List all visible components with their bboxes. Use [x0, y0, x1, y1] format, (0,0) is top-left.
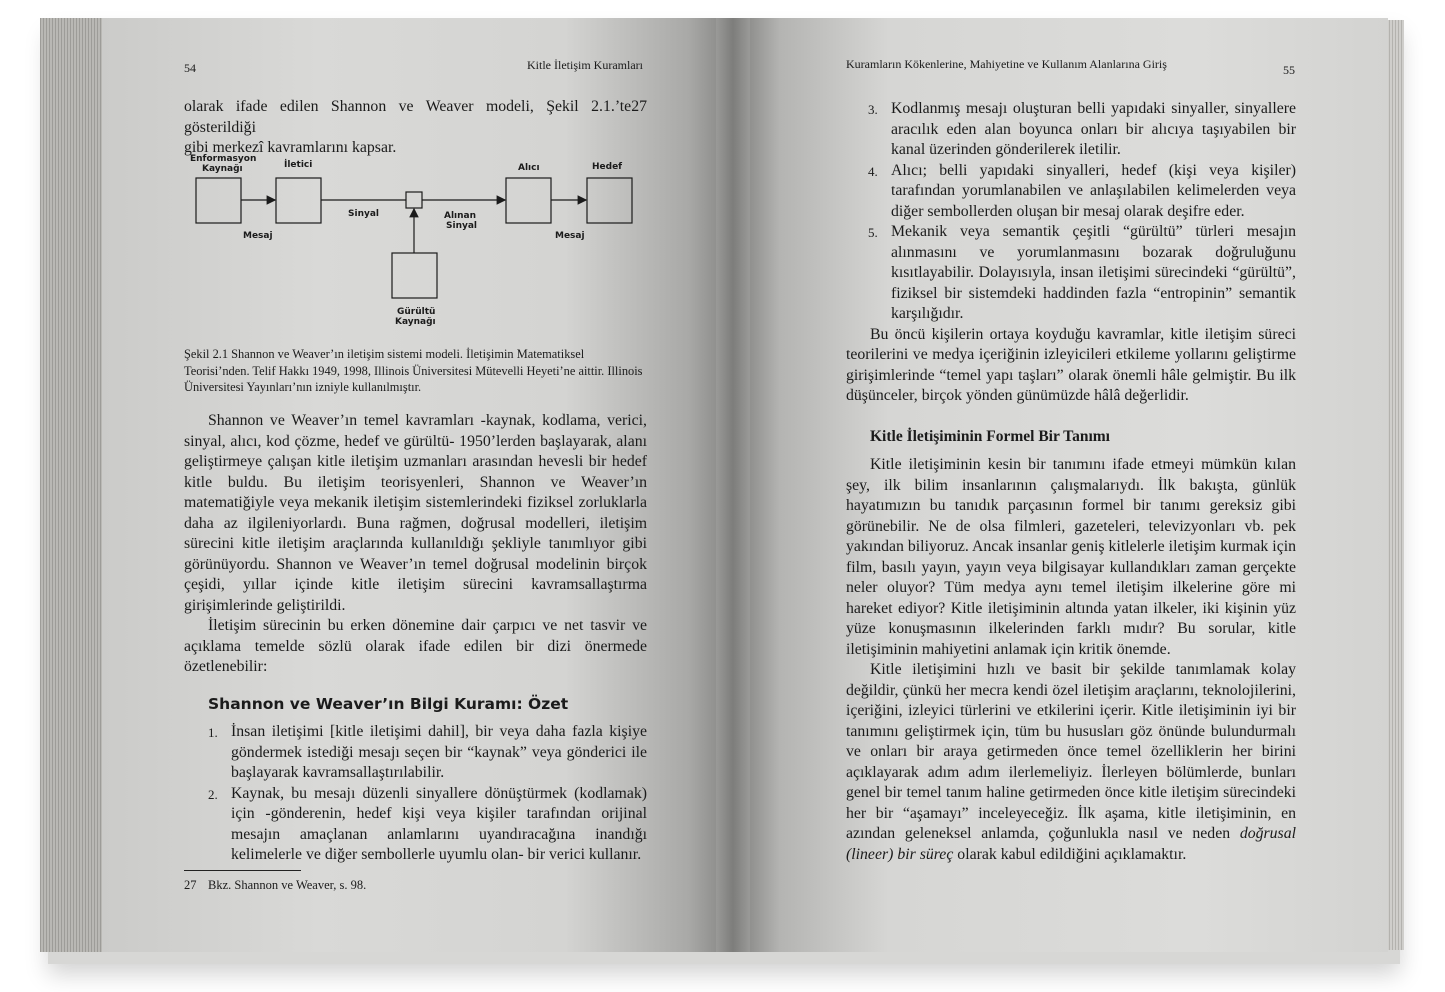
label-received-signal-1: Alınan [444, 211, 477, 221]
label-received-signal-2: Sinyal [446, 221, 477, 231]
shannon-weaver-diagram [186, 150, 646, 335]
list-item [868, 99, 1296, 161]
list-number: 5. [868, 225, 878, 240]
label-transmitter: İletici [284, 160, 313, 170]
footnote [184, 878, 366, 893]
source-box [196, 178, 241, 223]
right-running-head: Kuramların Kökenlerine, Mahiyetine ve Kullanım Alanlarına Giriş [846, 57, 1167, 71]
label-destination: Hedef [592, 162, 623, 172]
figure-caption: Şekil 2.1 Shannon ve Weaver’ın iletişim sistemi modeli. İletişimin Matematiksel Teorisi’nden. Telif Hakkı 1949, 1998, Illinois Üniversitesi Mütevelli Heyeti’ne aittir. Illinois Üniversitesi Yayınları’nın izniyle kullanılmıştır. [184, 347, 643, 394]
destination-box [587, 178, 632, 223]
intro-line-2: gibi merkezî kavramlarını kapsar. [184, 139, 397, 156]
receiver-box [506, 178, 551, 223]
label-source-2: Kaynağı [202, 164, 243, 174]
left-paragraph-2: İletişim sürecinin bu erken dönemine dair çarpıcı ve net tasvir ve açıklama temelde sözlü olarak ifade edilen bir dizi önermede özetlenebilir: [184, 617, 647, 675]
noise-source-box [392, 253, 437, 298]
list-number: 1. [208, 725, 218, 740]
label-noise-2: Kaynağı [395, 317, 436, 327]
summary-list-continued [868, 99, 1296, 325]
right-paragraph-3-end: olarak kabul edildiğini açıklamaktır. [957, 845, 1187, 863]
list-number: 4. [868, 163, 878, 179]
right-paragraph-3 [846, 660, 1296, 865]
right-paragraph-2: Kitle iletişiminin kesin bir tanımını ifade etmeyi mümkün kılan şey, ilk bilim insanlarının çalışmalarıydı. İlk bakışta, günlük hayatımızın bu tanıdık parçasının formel bir tanımı gereksiz gibi görünebilir. Ne de olsa filmleri, gazeteleri, televizyonları vb. pek yakından biliyoruz. Ancak insanlar geniş kitlelerle iletişim kurmak için film, basılı yayın, yayın veya bilgisayar kullandıkları zaman gerçekte neler oluyor? Tüm medya aynı temel iletişim ilkelerine göre mi hareket ediyor? Kitle iletişiminin altında yatan ilkeler, iki kişinin yüz yüze konuşmasının ilkelerinden farklı mıdır? Bu sorular, kitle iletişiminin mahiyetini anlamak için kritik önemde. [846, 456, 1296, 658]
channel-node [406, 192, 422, 208]
footnote-rule [184, 870, 301, 871]
section-heading: Kitle İletişiminin Formel Bir Tanımı [870, 427, 1110, 445]
right-paragraph-3-emphasis: doğrusal (lineer) bir süreç [846, 825, 1296, 863]
right-paragraph-3-start: Kitle iletişimini hızlı ve basit bir şekilde tanımlamak kolay değildir, çünkü her mecra kendi özel iletişim araçlarını, teknolojilerini, içeriğini, izleyici türlerini ve etkilerini içerir. Kitle iletişiminin iyi bir tanımını geliştirmek için, tüm bu hususları göz önünde bulundurmalı ve onları bir araya getirmeden önce temel özelliklerin her birini açıklayarak adım adım ilerlemeliyiz. İlerleyen bölümlerde, bunları genel bir temel tanım haline getirmeden önce kitle iletişim sürecindeki her bir “aşamayı” inceleyeceğiz. İlk aşama, kitle iletişiminin, en azından geleneksel anlamda, çoğunlukla nasıl ve neden [846, 661, 1296, 842]
right-body [846, 99, 1296, 865]
list-item [208, 722, 647, 784]
list-text: Mekanik veya semantik çeşitli “gürültü” türleri mesajın alınmasını ve yorumlanmasını bozarak doğruluğunu kısıtlayabilir. Dolayısıyla, insan iletişimi sürecindeki “gürültü”, fiziksel bir sistemdeki haddinden fazla “entropinin” semantik karşılığıdır. [891, 223, 1296, 322]
list-text: Kodlanmış mesajı oluşturan belli yapıdaki sinyaller, sinyallere aracılık eden alan boyunca onları bir alıcıya taşıyabilen bir kanal üzerinden gönderilerek iletilir. [891, 100, 1296, 158]
list-text: Alıcı; belli yapıdaki sinyalleri, hedef (kişi veya kişiler) tarafından yorumlanabilen ve anlaşılabilen kelimelerden veya diğer sembollerden oluşan bir mesaj olarak deşifre eder. [891, 161, 1296, 220]
intro-line-1: olarak ifade edilen Shannon ve Weaver modeli, Şekil 2.1.’te27 gösterildiği [184, 98, 647, 136]
left-paragraph-1: Shannon ve Weaver’ın temel kavramları -kaynak, kodlama, verici, sinyal, alıcı, kod çözme, hedef ve gürültü- 1950’lerden başlayarak, alanı geliştirmeye çalışan kitle iletişim uzmanları arasından hevesli bir hedef kitle buldu. Bu iletişim teorisyenleri, Shannon ve Weaver’ın matematiğiyle veya mekanik iletişim sistemlerindeki fiziksel zorluklarla daha az ilgileniyorlardı. Buna rağmen, doğrusal modelleri, iletişim sürecini kitle iletişim araçlarında kullanıldığı şekliyle tanımlıyor gibi görünüyordu. Shannon ve Weaver’ın temel doğrusal modelinin birçok çeşidi, yıllar içinde kitle iletişim sürecini kavramsallaştırma girişimlerinde geliştirildi. [184, 412, 647, 614]
page-edges-left [40, 18, 110, 952]
list-text: İnsan iletişimi [kitle iletişimi dahil], bir veya daha fazla kişiye göndermek istediği mesajı seçen bir “kaynak” veya gönderici ile başlayarak kavramsallaştırılabilir. [231, 723, 647, 781]
list-text: Kaynak, bu mesajı düzenli sinyallere dönüştürmek (kodlamak) için -gönderenin, hedef kişi veya kişiler tarafından orijinal mesajın amaçlanan anlamlarını uyandıracağına inandığı kelimelerle ve diğer sembollerle uyumlu olan- bir verici kullanır. [231, 784, 647, 863]
summary-list [208, 722, 647, 866]
summary-heading: Shannon ve Weaver’ın Bilgi Kuramı: Özet [208, 694, 569, 713]
footnote-number: 27 [184, 878, 197, 892]
transmitter-box [276, 178, 321, 223]
list-item [868, 161, 1296, 223]
label-message-right: Mesaj [555, 231, 585, 241]
label-noise-1: Gürültü [397, 307, 436, 317]
list-number: 3. [868, 102, 878, 117]
list-number: 2. [208, 786, 218, 802]
right-page-number: 55 [1283, 63, 1295, 77]
book-gutter [716, 18, 750, 952]
label-source-1: Enformasyon [190, 154, 257, 164]
left-running-head: Kitle İletişim Kuramları [527, 58, 643, 72]
label-receiver: Alıcı [518, 163, 540, 173]
label-signal: Sinyal [348, 209, 379, 219]
list-item [208, 784, 647, 866]
right-paragraph-1: Bu öncü kişilerin ortaya koyduğu kavramlar, kitle iletişim süreci teorilerini ve medya içeriğinin izleyicileri etkileme yollarını geliştirme girişimlerinde “temel yapı taşları” olarak önemli hâle gelmiştir. Bu ilk düşünceler, birçok yönden günümüzde hâlâ değerlidir. [846, 325, 1296, 404]
list-item [868, 222, 1296, 325]
label-message-left: Mesaj [243, 231, 273, 241]
left-page-number: 54 [184, 61, 196, 75]
left-body [184, 411, 647, 866]
footnote-text: Bkz. Shannon ve Weaver, s. 98. [208, 878, 367, 892]
